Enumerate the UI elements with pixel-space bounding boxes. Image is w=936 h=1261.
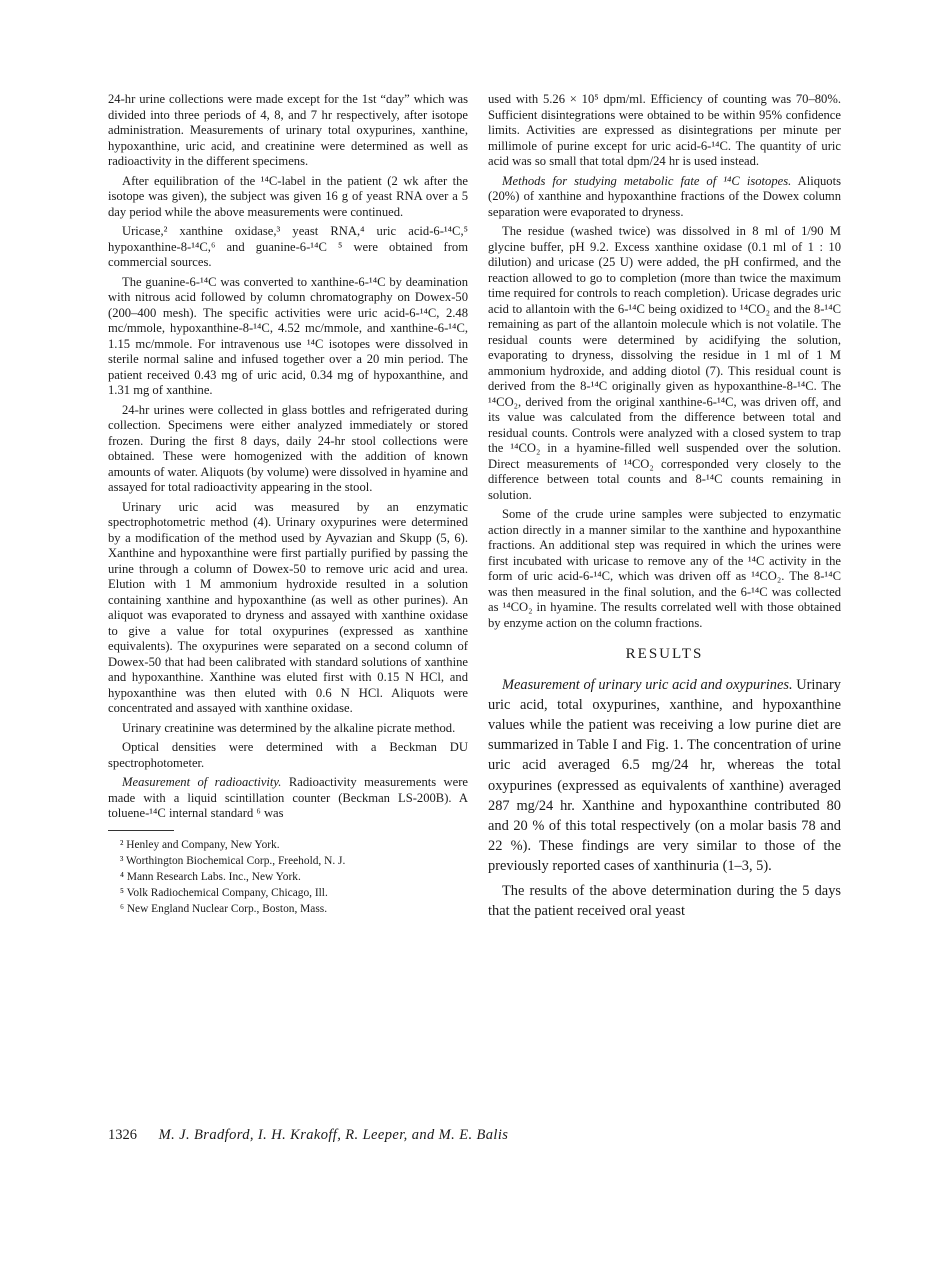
paragraph-residue-procedure: The residue (washed twice) was dissolved in 8 ml of 1/90 M glycine buffer, pH 9.2. Excess xanthine oxidase (0.1 ml of 1 : 10 dilution) and uricase (25 U) were added, the pH confirmed, and the reaction allowed to go to completion (more than twice the maximum time required for controls to reach completion). Uricase degrades uric acid to allantoin with the 6-¹⁴C being oxidized to ¹⁴CO₂ and the 8-¹⁴C remaining as part of the allantoin molecule which is not volatile. The residual counts were determined by acidifying the solution, evaporating to dryness, dissolving the residue in 1 ml of 1 M ammonium hydroxide, and adding diotol (7). This residual count is derived from the 8-¹⁴C originally given as hypoxanthine-8-¹⁴C. The ¹⁴CO₂, derived from the original xanthine-6-¹⁴C, was driven off, and its value was calculated from the difference between total and residual counts. Controls were analyzed with a closed system to trap the ¹⁴CO₂ in a hyamine-filled well suspended over the solution. Direct measurements of ¹⁴CO₂ corresponded very closely to the difference between total counts and 8-¹⁴C counts remaining in solution. bbox=[488, 224, 841, 502]
paragraph-equilibration: After equilibration of the ¹⁴C-label in the patient (2 wk after the isotope was given), the subject was given 16 g of yeast RNA over a 5 day period while the above measurements were continued. bbox=[108, 173, 468, 219]
left-column bbox=[108, 92, 468, 917]
footnote-2: ² Henley and Company, New York. bbox=[120, 838, 280, 851]
paragraph-radioactivity bbox=[108, 775, 468, 822]
page-footer bbox=[108, 1127, 848, 1144]
paragraph-results-yeast: The results of the above determination during the 5 days that the patient received oral yeast bbox=[488, 882, 841, 919]
paragraph-crude-urine: Some of the crude urine samples were subjected to enzymatic action directly in a manner similar to the xanthine and hypoxanthine fractions. An additional step was required in which the urines were first incubated with uricase to remove any of the ¹⁴C activity in the form of uric acid-6-¹⁴C, which was driven off as ¹⁴CO₂. The 8-¹⁴C was then measured in the final solution, and the 6-¹⁴C was collected as ¹⁴CO₂ in hyamine. The results correlated well with those obtained by enzyme action on the column fractions. bbox=[488, 507, 841, 630]
paragraph-uric-acid-oxypurine-method: Urinary uric acid was measured by an enzymatic spectrophotometric method (4). Urinary oxypurines were determined by a modification of the method used by Ayvazian and Skupp (5, 6). Xanthine and hypoxanthine were first partially purified by passing the urine through a column of Dowex-50 to remove uric acid and urea. Elution with 1 M ammonium hydroxide resulted in a solution containing xanthine and hypoxanthine (as well as other purines). An aliquot was evaporated to dryness and assayed with xanthine oxidase to give a value for total oxypurines (expressed as xanthine equivalents). The oxypurines were separated on a second column of Dowex-50 that had been calibrated with standard solutions of xanthine and hypoxanthine. Xanthine was eluted first with 0.15 N HCl, and hypoxanthine was then eluted with 0.6 N HCl. Aliquots were concentrated and assayed with xanthine oxidase. bbox=[108, 499, 468, 715]
radioactivity-body: Radioactivity measurements were made with a liquid scintillation counter (Beckman LS-200B). A toluene-¹⁴C internal standard ⁶ was bbox=[108, 775, 468, 820]
paragraph-counting-efficiency: used with 5.26 × 10⁵ dpm/ml. Efficiency of counting was 70–80%. Sufficient disintegrations were obtained to be within 95% confidence limits. Activities are expressed as disintegrations per minute per millimole of purine except for uric acid-6-¹⁴C. The quantity of uric acid was so small that total dpm/24 hr is used instead. bbox=[488, 92, 841, 168]
footnote-6: ⁶ New England Nuclear Corp., Boston, Mass. bbox=[120, 902, 328, 915]
results-subheading: Measurement of urinary uric acid and oxypurines. bbox=[502, 676, 793, 693]
methods-heading: Methods for studying metabolic fate of ¹⁴C isotopes. bbox=[502, 173, 792, 188]
footnotes bbox=[108, 837, 468, 917]
radioactivity-heading: Measurement of radioactivity. bbox=[122, 775, 282, 789]
paragraph-guanine-conversion: The guanine-6-¹⁴C was converted to xanthine-6-¹⁴C by deamination with nitrous acid followed by column chromatography on Dowex-50 (200–400 mesh). The specific activities were uric acid-6-¹⁴C, 2.48 mc/mmole, hypoxanthine-8-¹⁴C, 4.52 mc/mmole, and xanthine-6-¹⁴C, 1.15 mc/mmole. For intravenous use ¹⁴C isotopes were dissolved in sterile normal saline and infused together over a 20 min period. The patient received 0.43 mg of uric acid, 0.34 mg of hypoxanthine, and 1.31 mg of xanthine. bbox=[108, 274, 468, 397]
paragraph-results-measurement bbox=[488, 675, 841, 877]
paragraph-methods-metabolic-fate bbox=[488, 174, 841, 221]
right-column bbox=[488, 92, 841, 925]
paragraph-urine-stool-collection: 24-hr urines were collected in glass bottles and refrigerated during collection. Specimens were either analyzed immediately or stored frozen. During the first 8 days, daily 24-hr stool collections were obtained. These were homogenized with the addition of known amounts of water. Aliquots (by volume) were dissolved in hyamine and assayed for total radioactivity appearing in the stool. bbox=[108, 402, 468, 494]
footnote-3: ³ Worthington Biochemical Corp., Freehold, N. J. bbox=[120, 854, 346, 867]
author-line: M. J. Bradford, I. H. Krakoff, R. Leeper, and M. E. Balis bbox=[158, 1127, 509, 1143]
results-heading: RESULTS bbox=[625, 646, 704, 662]
methods-body: Aliquots (20%) of xanthine and hypoxanthine fractions of the Dowex column separation were evaporated to dryness. bbox=[488, 173, 841, 219]
footnote-divider bbox=[108, 830, 174, 831]
page-number: 1326 bbox=[108, 1127, 137, 1143]
paragraph-creatinine: Urinary creatinine was determined by the alkaline picrate method. bbox=[122, 720, 456, 735]
footnote-5: ⁵ Volk Radiochemical Company, Chicago, Ill. bbox=[120, 886, 328, 899]
paragraph-optical-densities: Optical densities were determined with a Beckman DU spectrophotometer. bbox=[108, 740, 468, 770]
paragraph-urine-collections: 24-hr urine collections were made except for the 1st “day” which was divided into three periods of 4, 8, and 7 hr respectively, after isotope administration. Measurements of urinary total oxypurines, xanthine, hypoxanthine, uric acid, and creatinine were determined as well as radioactivity in the different specimens. bbox=[108, 92, 468, 168]
paragraph-materials-sources: Uricase,² xanthine oxidase,³ yeast RNA,⁴ uric acid-6-¹⁴C,⁵ hypoxanthine-8-¹⁴C,⁶ and guanine-6-¹⁴C ⁵ were obtained from commercial sources. bbox=[108, 224, 468, 269]
results-body: Urinary uric acid, total oxypurines, xanthine, and hypoxanthine values while the patient was receiving a low purine diet are summarized in Table I and Fig. 1. The concentration of urine uric acid averaged 6.5 mg/24 hr, whereas the total oxypurines (expressed as equivalents of xanthine) averaged 287 mg/24 hr. Xanthine and hypoxanthine contributed 80 and 20 % of this total respectively (on a molar basis 78 and 22 %). These findings are very similar to those of the previously reported cases of xanthinuria (1–3, 5). bbox=[488, 676, 842, 875]
footnote-4: ⁴ Mann Research Labs. Inc., New York. bbox=[120, 870, 301, 883]
